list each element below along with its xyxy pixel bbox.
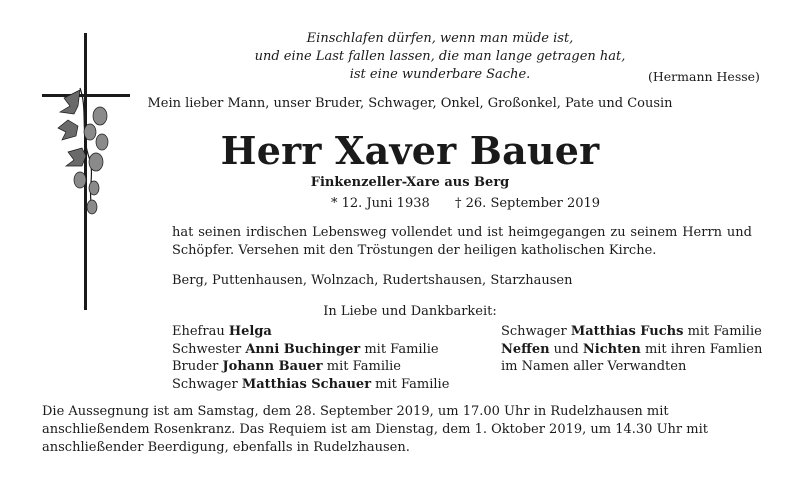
passing-text: hat seinen irdischen Lebensweg vollendet und ist heimgegangen zu seinem Herrn und Schöpfer. Versehen mit den Tröstungen der heiligen katholischen Kirche. <box>172 225 752 258</box>
death-date: † 26. September 2019 <box>455 196 601 211</box>
birth-date: * 12. Juni 1938 <box>331 196 430 211</box>
mourner-line: Schwester Anni Buchinger mit Familie <box>172 341 439 357</box>
places-text: Berg, Puttenhausen, Wolnzach, Rudertshausen, Starzhausen <box>172 273 573 288</box>
mourner-line: Ehefrau Helga <box>172 324 272 339</box>
poem-line: Einschlafen dürfen, wenn man müde ist, <box>306 31 574 46</box>
thanks-text: In Liebe und Dankbarkeit: <box>323 304 497 319</box>
poem-author: (Hermann Hesse) <box>648 69 760 84</box>
deceased-name: Herr Xaver Bauer <box>220 128 600 173</box>
funeral-details: Die Aussegnung ist am Samstag, dem 28. September 2019, um 17.00 Uhr in Rudelzhausen mit anschließendem Rosenkranz. Das Requiem ist am Dienstag, dem 1. Oktober 2019, um 14.30 Uhr mit anschließender Beerdigung, ebenfalls in Rudelzhausen. <box>42 404 708 455</box>
mourner-line: Neffen und Nichten mit ihren Famlien <box>501 341 763 357</box>
poem <box>250 30 630 84</box>
poem-line: ist eine wunderbare Sache. <box>349 67 531 82</box>
mourners-right <box>501 323 762 376</box>
deceased-nickname: Finkenzeller-Xare aus Berg <box>310 175 510 190</box>
mourners-left <box>172 323 449 393</box>
mourner-line: Bruder Johann Bauer mit Familie <box>172 359 401 374</box>
mourner-line: im Namen aller Verwandten <box>501 359 687 374</box>
intro-text: Mein lieber Mann, unser Bruder, Schwager, Onkel, Großonkel, Pate und Cousin <box>147 96 673 111</box>
mourner-line: Schwager Matthias Schauer mit Familie <box>172 376 450 392</box>
mourner-line: Schwager Matthias Fuchs mit Familie <box>501 324 762 339</box>
poem-line: und eine Last fallen lassen, die man lange getragen hat, <box>254 49 626 64</box>
